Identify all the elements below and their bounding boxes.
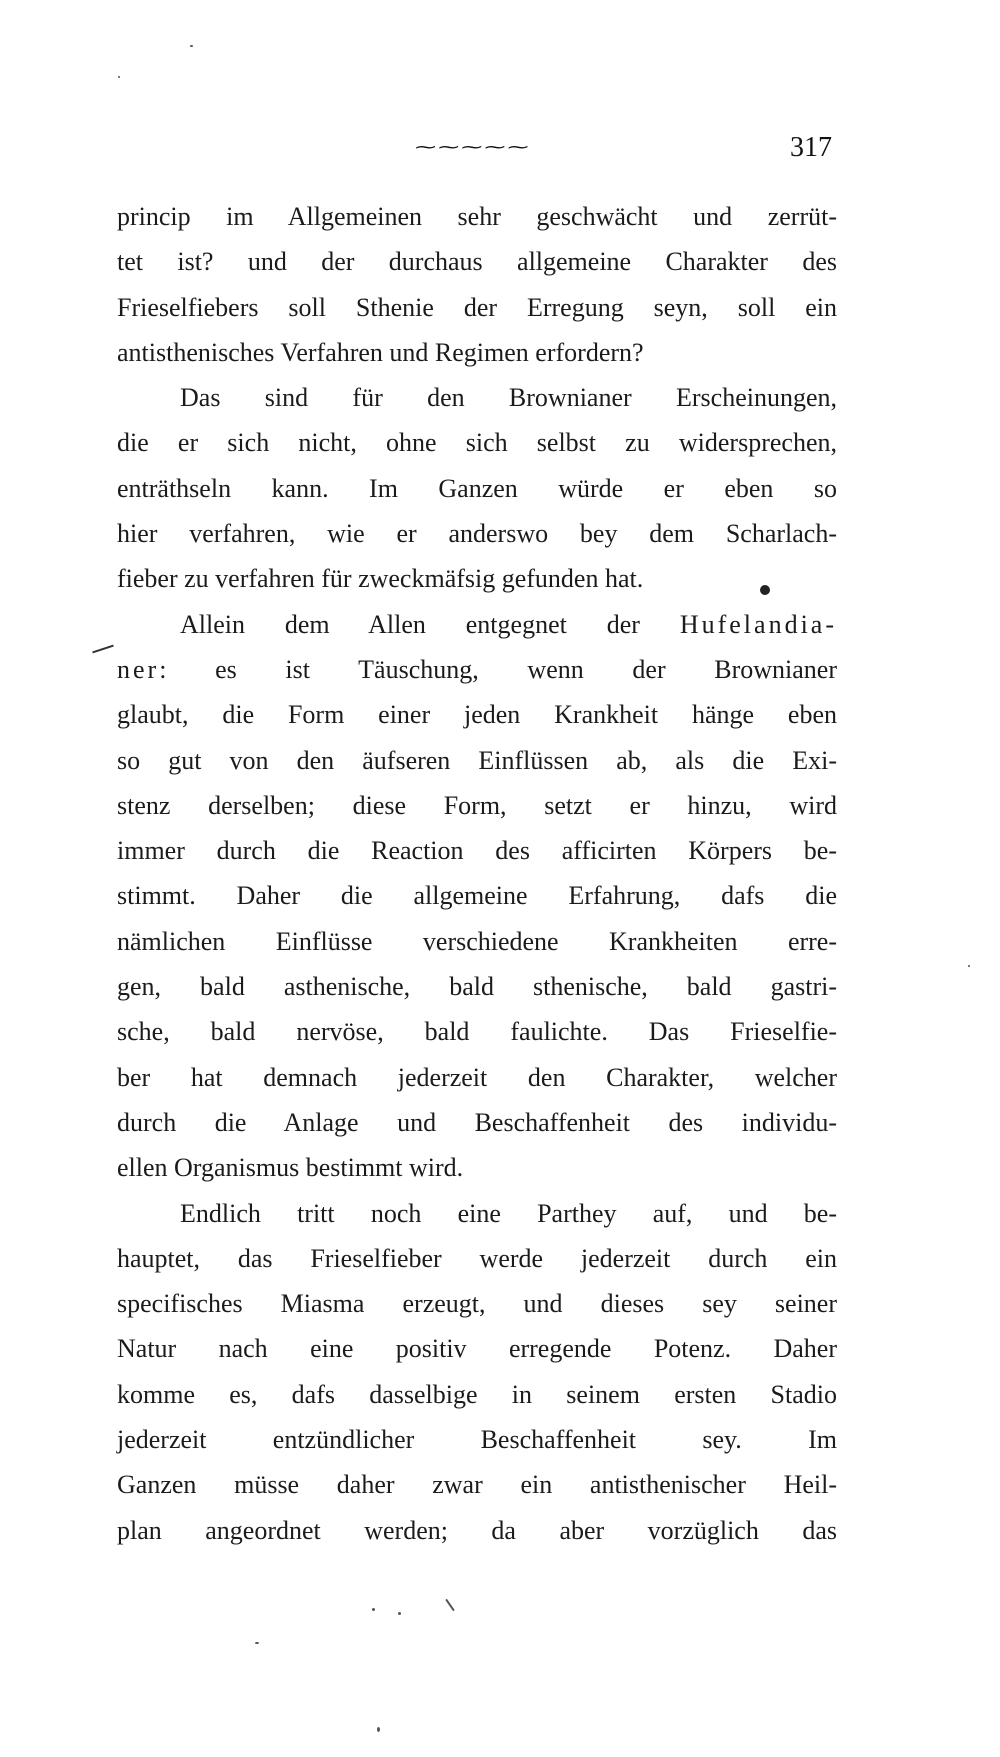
text-line: fieber zu verfahren für zweckmäfsig gefunden hat. xyxy=(117,564,644,594)
body-text xyxy=(117,194,837,1553)
text-line: antisthenisches Verfahren und Regimen erfordern? xyxy=(117,337,644,367)
header-ornament: ~~~~~ xyxy=(413,137,529,158)
spaced-name: Hufelandia- xyxy=(679,609,837,639)
text-line: hauptet, das Frieselfieber werde jederzeit durch ein xyxy=(117,1243,837,1273)
text-line: enträthseln kann. Im Ganzen würde er eben so xyxy=(117,473,837,503)
paragraph-start-line: Das sind für den Brownianer Erscheinungen, xyxy=(180,383,837,413)
text-line: immer durch die Reaction des afficirten Körpers be- xyxy=(117,836,837,866)
text-line: gen, bald asthenische, bald sthenische, bald gastri- xyxy=(117,972,837,1002)
text-line: tet ist? und der durchaus allgemeine Charakter des xyxy=(117,247,837,277)
text-line: plan angeordnet werden; da aber vorzüglich das xyxy=(117,1515,837,1545)
text-line: so gut von den äufseren Einflüssen ab, als die Exi- xyxy=(117,745,837,775)
text-segment: Allein dem Allen entgegnet der xyxy=(180,609,640,639)
text-line: Ganzen müsse daher zwar ein antisthenischer Heil- xyxy=(117,1470,837,1500)
text-line: stenz derselben; diese Form, setzt er hinzu, wird xyxy=(117,790,837,820)
paragraph-start-line: Endlich tritt noch eine Parthey auf, und be- xyxy=(180,1198,837,1228)
paper-speck xyxy=(377,1727,380,1732)
paper-speck xyxy=(968,965,970,967)
margin-pen-mark xyxy=(92,645,114,654)
text-line: durch die Anlage und Beschaffenheit des individu- xyxy=(117,1107,837,1137)
text-segment: : es ist Täuschung, wenn der Brownianer xyxy=(159,654,837,684)
text-line: komme es, dafs dasselbige in seinem ersten Stadio xyxy=(117,1379,837,1409)
text-line: nämlichen Einflüsse verschiedene Krankheiten erre- xyxy=(117,926,837,956)
text-line: hier verfahren, wie er anderswo bey dem Scharlach- xyxy=(117,519,837,549)
text-line xyxy=(117,647,837,692)
page-header xyxy=(115,128,840,176)
paper-speck xyxy=(760,585,770,595)
text-line: jederzeit entzündlicher Beschaffenheit sey. Im xyxy=(117,1425,837,1455)
text-line: ellen Organismus bestimmt wird. xyxy=(117,1153,464,1183)
paper-speck xyxy=(118,76,120,78)
text-line: Frieselfiebers soll Sthenie der Erregung seyn, soll ein xyxy=(117,292,837,322)
paragraph-start-line xyxy=(117,602,837,647)
text-line: Natur nach eine positiv erregende Potenz. Daher xyxy=(117,1334,837,1364)
text-line: stimmt. Daher die allgemeine Erfahrung, dafs die xyxy=(117,881,837,911)
paper-speck xyxy=(255,1642,259,1644)
text-line: specifisches Miasma erzeugt, und dieses sey seiner xyxy=(117,1289,837,1319)
paper-speck xyxy=(445,1599,455,1612)
text-line: princip im Allgemeinen sehr geschwächt und zerrüt- xyxy=(117,202,837,231)
text-line: ber hat demnach jederzeit den Charakter, welcher xyxy=(117,1062,837,1092)
text-line: die er sich nicht, ohne sich selbst zu widersprechen, xyxy=(117,428,837,458)
text-line: sche, bald nervöse, bald faulichte. Das Frieselfie- xyxy=(117,1017,837,1047)
page-number: 317 xyxy=(790,132,832,163)
text-line: glaubt, die Form einer jeden Krankheit hänge eben xyxy=(117,700,837,730)
paper-speck xyxy=(190,45,193,47)
spaced-name: ner xyxy=(117,654,160,684)
paper-speck xyxy=(372,1608,375,1611)
paper-speck xyxy=(398,1612,401,1615)
